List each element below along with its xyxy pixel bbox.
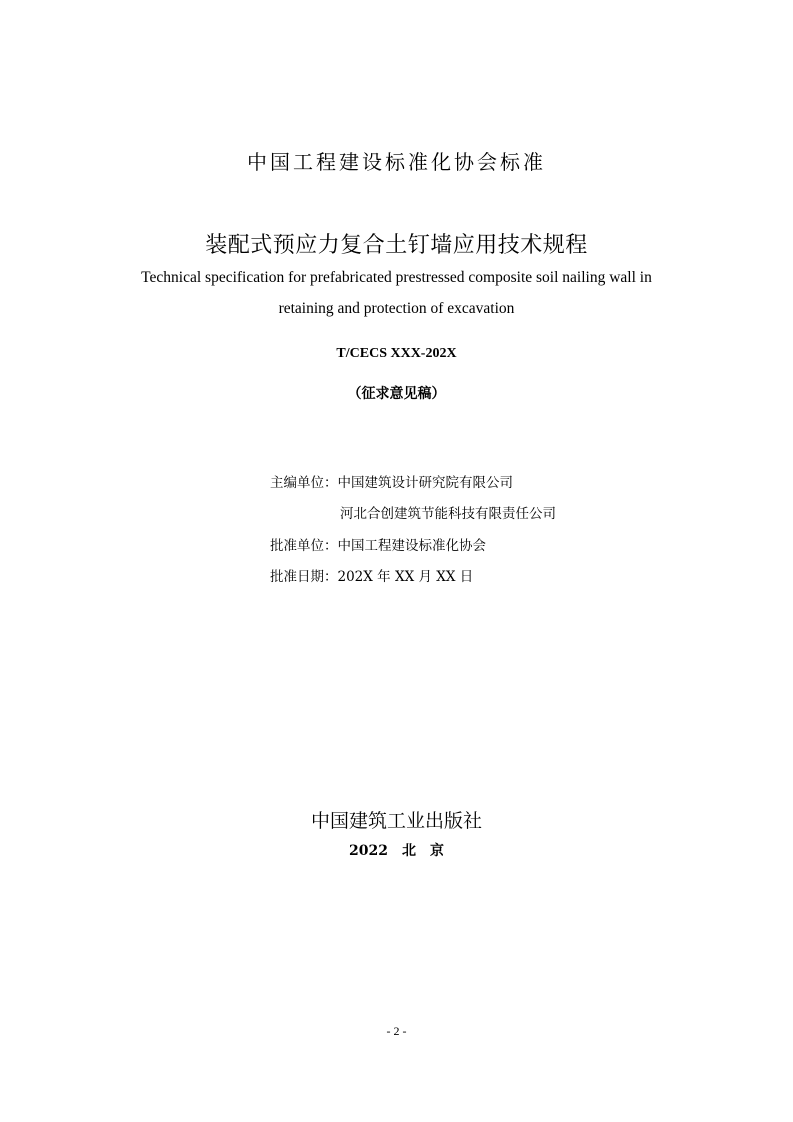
chinese-document-title: 装配式预应力复合土钉墙应用技术规程 <box>205 233 588 258</box>
approval-date: 批准日期：202X 年 XX 月 XX 日 <box>270 569 474 585</box>
chief-editor-unit: 主编单位：中国建筑设计研究院有限公司 <box>270 475 513 491</box>
draft-label: （征求意见稿） <box>347 386 446 402</box>
approving-unit: 批准单位：中国工程建设标准化协会 <box>270 538 486 554</box>
organization-standard-title: 中国工程建设标准化协会标准 <box>247 150 546 174</box>
publisher-name: 中国建筑工业出版社 <box>310 810 482 832</box>
page-number: - 2 - <box>386 1024 407 1038</box>
standard-code: T/CECS XXX-202X <box>336 346 457 361</box>
english-title-line-1: Technical specification for prefabricated prestressed composite soil nailing wall in <box>141 269 652 286</box>
co-editor-unit: 河北合创建筑节能科技有限责任公司 <box>340 506 556 522</box>
english-title-line-2: retaining and protection of excavation <box>278 300 515 317</box>
publication-place-year: 2022 北 京 <box>349 843 444 859</box>
